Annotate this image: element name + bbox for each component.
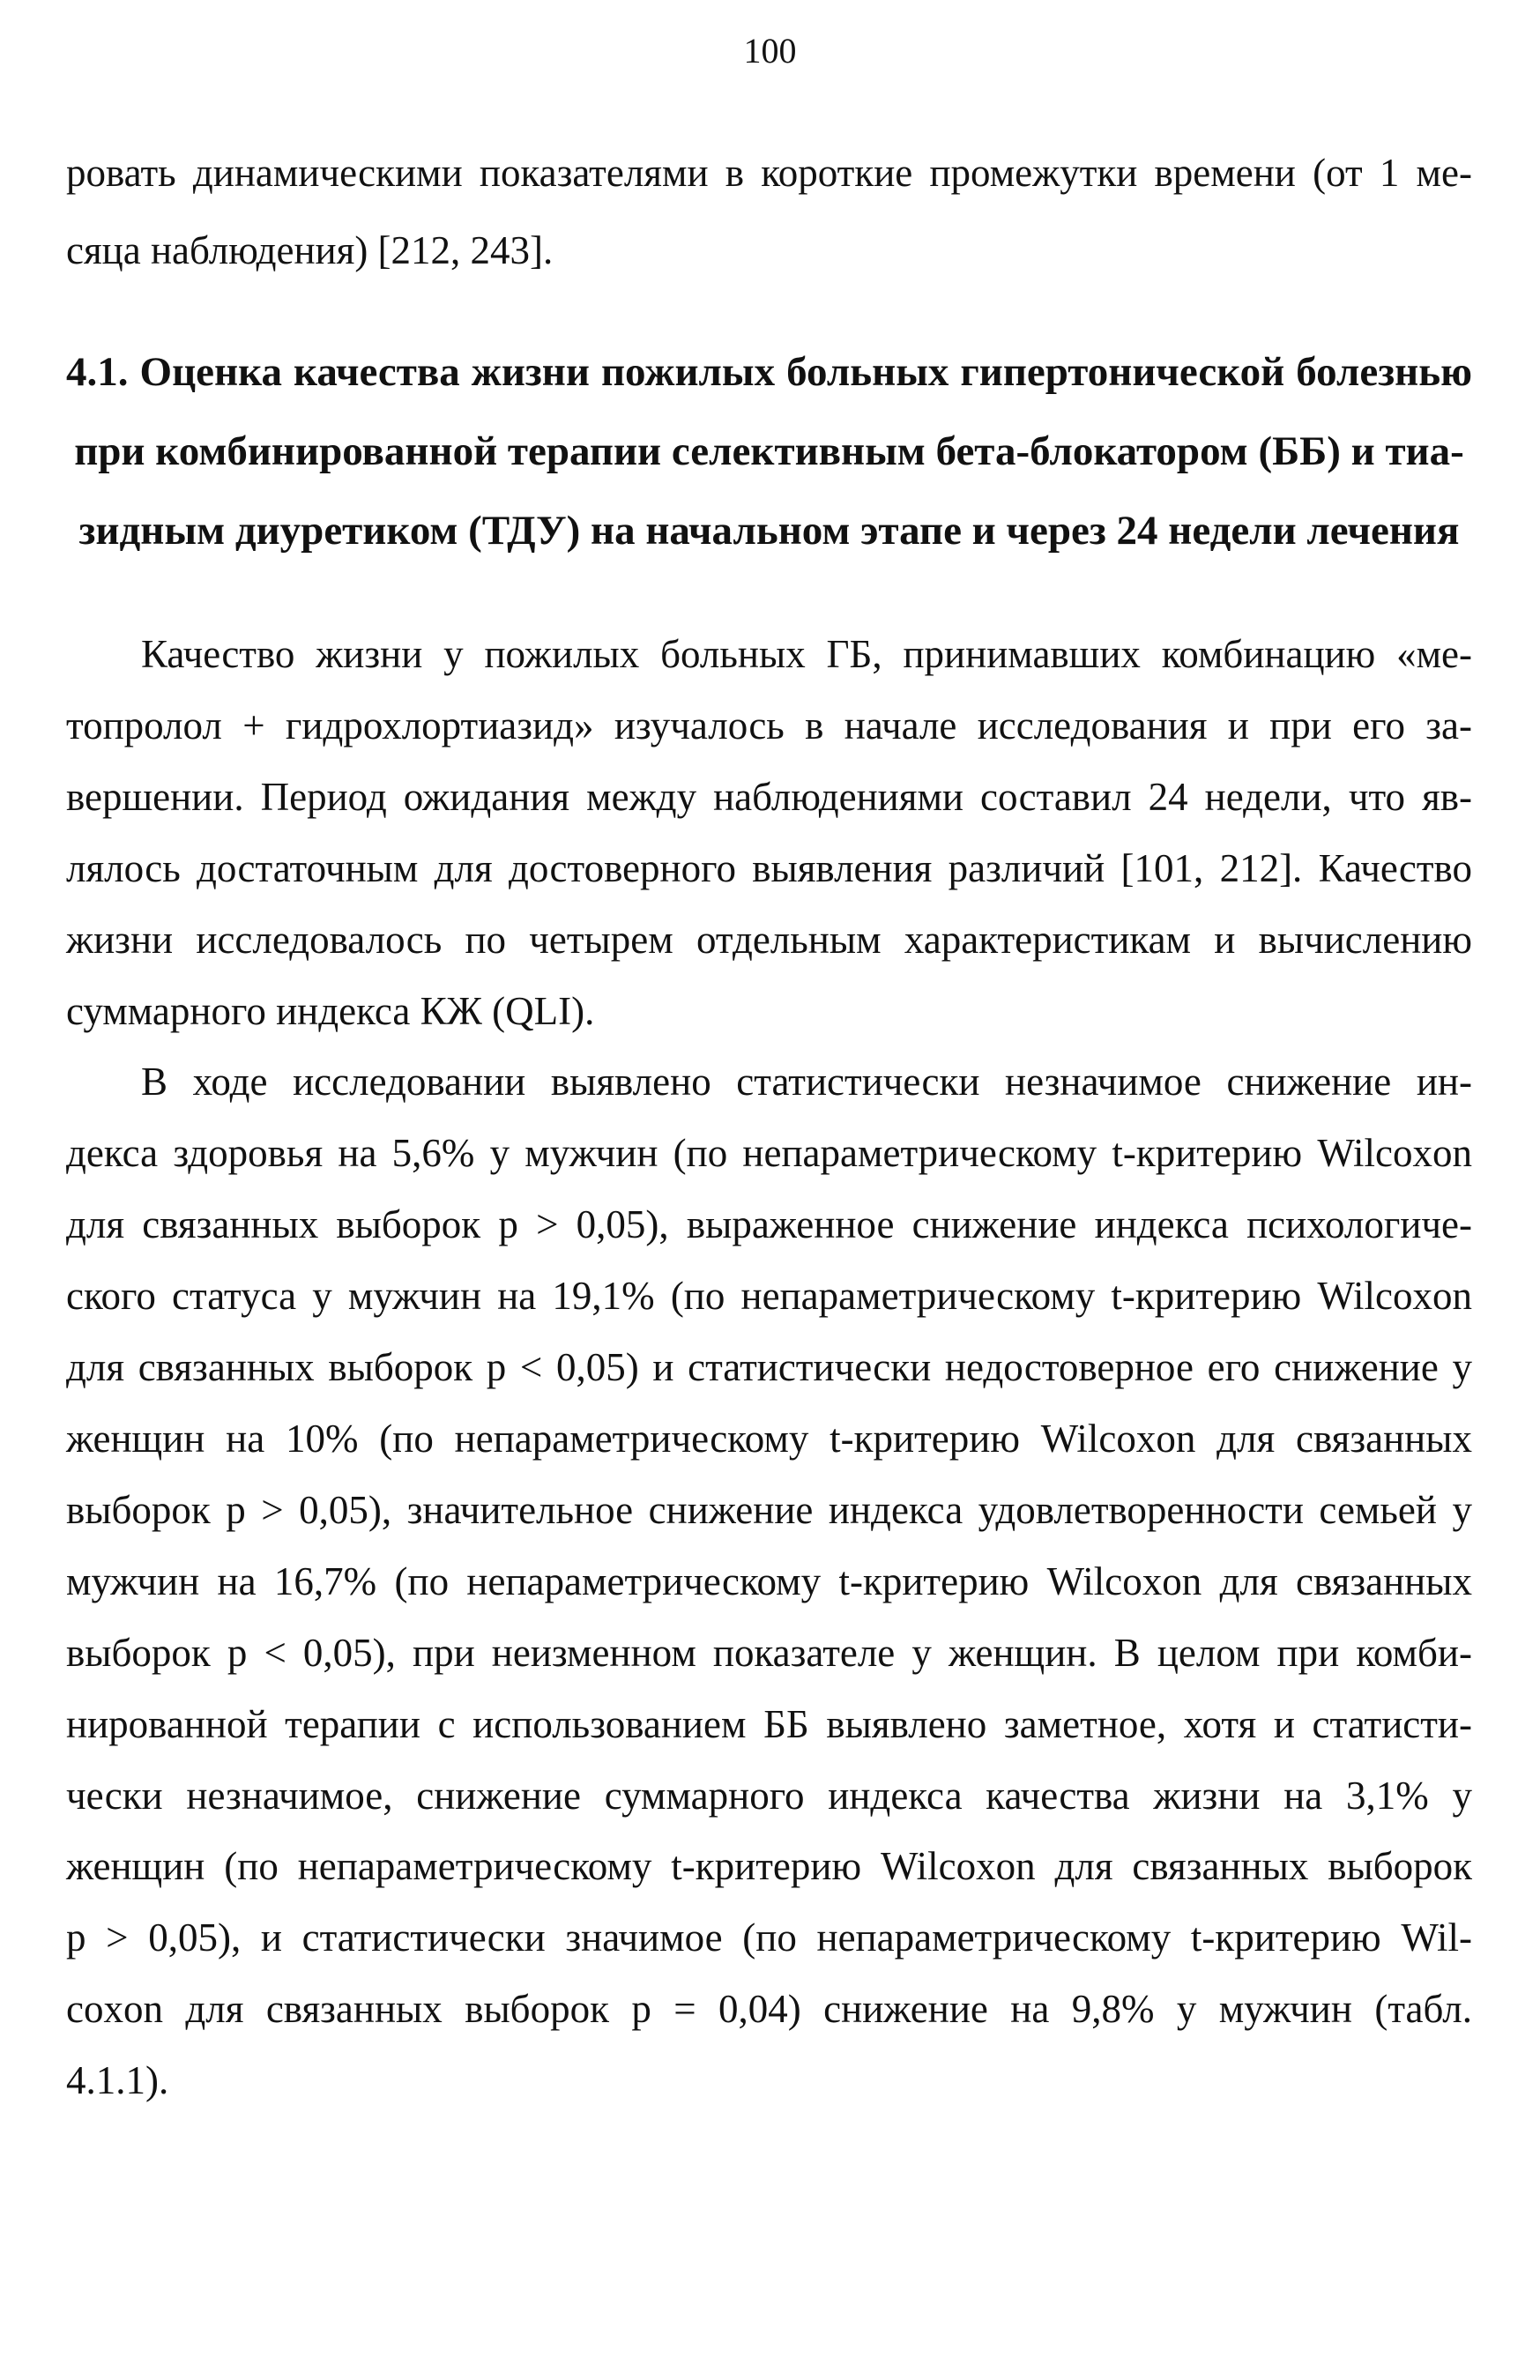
text-line: жизни исследовалось по четырем отдельным характеристикам и вычислению <box>66 917 1472 962</box>
paragraph-1 <box>66 619 1472 1046</box>
intro-paragraph-end <box>66 134 1472 289</box>
heading-line: 4.1. Оценка качества жизни пожилых больных гипертонической болезнью <box>66 349 1472 395</box>
section-body <box>66 619 1472 2116</box>
text-line: женщин (по непараметрическому t-критерию Wilcoxon для связанных выборок <box>66 1844 1472 1889</box>
text-line: нированной терапии с использованием ББ выявлено заметное, хотя и статисти- <box>66 1701 1472 1746</box>
heading-line: зидным диуретиком (ТДУ) на начальном этапе и через 24 недели лечения <box>78 508 1460 554</box>
text-line: мужчин на 16,7% (по непараметрическому t-критерию Wilcoxon для связанных <box>66 1558 1472 1603</box>
text-line: декса здоровья на 5,6% у мужчин (по непараметрическому t-критерию Wilcoxon <box>66 1131 1472 1176</box>
text-line: лялось достаточным для достоверного выявления различий [101, 212]. Качество <box>66 845 1472 890</box>
text-line: вершении. Период ожидания между наблюдениями составил 24 недели, что яв- <box>66 774 1472 819</box>
paragraph-2 <box>66 1046 1472 2116</box>
text-line: В ходе исследовании выявлено статистически незначимое снижение ин- <box>141 1060 1472 1104</box>
text-line: выборок р > 0,05), значительное снижение индекса удовлетворенности семьей у <box>66 1487 1472 1532</box>
heading-line: при комбинированной терапии селективным бета-блокатором (ББ) и тиа- <box>74 428 1464 474</box>
text-line: чески незначимое, снижение суммарного индекса качества жизни на 3,1% у <box>66 1773 1472 1818</box>
text-line: 4.1.1). <box>66 2058 169 2103</box>
section-heading <box>66 332 1472 570</box>
text-line: ровать динамическими показателями в короткие промежутки времени (от 1 ме- <box>66 151 1472 195</box>
page-number: 100 <box>743 31 797 71</box>
text-line: для связанных выборок р < 0,05) и статистически недостоверное его снижение у <box>66 1345 1472 1390</box>
text-line: топролол + гидрохлортиазид» изучалось в начале исследования и при его за- <box>66 703 1472 747</box>
text-line: сяца наблюдения) [212, 243]. <box>66 228 554 272</box>
text-line: coxon для связанных выборок р = 0,04) снижение на 9,8% у мужчин (табл. <box>66 1987 1472 2032</box>
text-line: для связанных выборок р > 0,05), выраженное снижение индекса психологиче- <box>66 1202 1472 1247</box>
text-line: ского статуса у мужчин на 19,1% (по непараметрическому t-критерию Wilcoxon <box>66 1274 1472 1319</box>
text-line: Качество жизни у пожилых больных ГБ, принимавших комбинацию «ме- <box>141 632 1472 676</box>
text-line: суммарного индекса КЖ (QLI). <box>66 988 595 1033</box>
text-line: женщин на 10% (по непараметрическому t-критерию Wilcoxon для связанных <box>66 1416 1472 1461</box>
text-line: р > 0,05), и статистически значимое (по непараметрическому t-критерию Wil- <box>66 1915 1472 1960</box>
text-line: выборок р < 0,05), при неизменном показателе у женщин. В целом при комби- <box>66 1630 1472 1675</box>
